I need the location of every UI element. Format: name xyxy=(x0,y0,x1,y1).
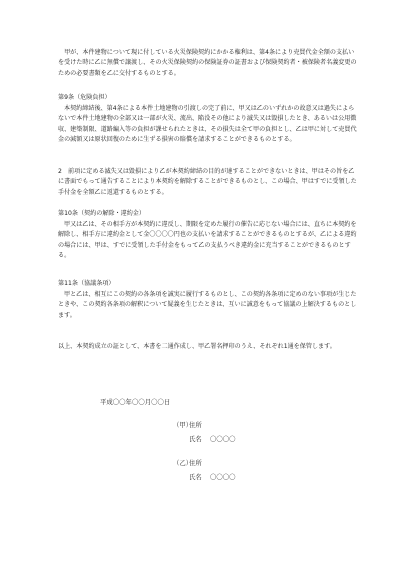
intro-paragraph: 甲が、本件建物について現に付している火災保険契約にかかる権利は、第4条により売買代金全額の支払いを受けた時に乙に無償で譲渡し、その火災保険契約の保険証券の証書および保険契約者・被保険者名義変更のための必要書類を乙に交付するものとする。 xyxy=(58,49,357,77)
party-b-name-value: 〇〇〇〇 xyxy=(210,473,236,481)
article-10-paragraph-1: 甲又は乙は、その相手方が本契約に違反し、期限を定めた履行の催告に応じない場合には、直ちに本契約を解除し、相手方に違約金として金〇〇〇〇円也の支払いを請求することができるものとするが、乙による違約の場合には、甲は、すでに受領した手付金をもって乙の支払うべき違約金に充当することができるものとする。 xyxy=(58,221,357,260)
closing-paragraph: 以上、本契約成立の証として、本書を二通作成し、甲乙署名押印のうえ、それぞれ1通を保管します。 xyxy=(58,343,336,350)
article-9-paragraph-1: 本契約締結後、第4条による本件土地建物の引渡しの完了前に、甲又は乙のいずれかの故意又は過失によらないで本件土地建物の全部又は一部が火災、流出、陥没その他により滅失又は毀損したとき、あるいは公用徴収、建築制限、道路編入等の負担が課せられたときは、その損失は全て甲の負担とし、乙は甲に対して売買代金の減額又は原状回復のために生ずる損害の賠償を請求することができるものとする。 xyxy=(58,105,357,144)
party-a-label: （甲） xyxy=(173,421,193,429)
party-b-address-label: 住所 xyxy=(189,459,202,467)
party-b-label: （乙） xyxy=(173,459,193,467)
party-b-name-label: 氏名 xyxy=(189,473,202,481)
article-11-heading: 第11条（協議条項） xyxy=(58,280,115,287)
contract-date: 平成〇〇年〇〇月〇〇日 xyxy=(100,398,171,406)
article-10-heading: 第10条（契約の解除・違約金） xyxy=(58,210,145,217)
article-11-paragraph-1: 甲と乙は、相互にこの契約の各条項を誠実に履行するものとし、この契約各条項に定めのない事項が生じたときや、この契約各条項の解釈について疑義を生じたときは、互いに誠意をもって協議の上解決するものとします。 xyxy=(58,291,357,319)
article-9-heading: 第9条（危険負担） xyxy=(58,94,111,101)
article-9-paragraph-2: 2 前項に定める滅失又は毀損により乙が本契約締結の目的が達することができないときは、甲はその旨を乙に書面でもって通告することにより本契約を解除することができるものとし、この場合、甲はすでに受領した手付金を全額乙に返還するものとする。 xyxy=(58,168,357,196)
party-a-name-value: 〇〇〇〇 xyxy=(210,435,236,443)
party-a-address-label: 住所 xyxy=(189,421,202,429)
party-a-name-label: 氏名 xyxy=(189,435,202,443)
